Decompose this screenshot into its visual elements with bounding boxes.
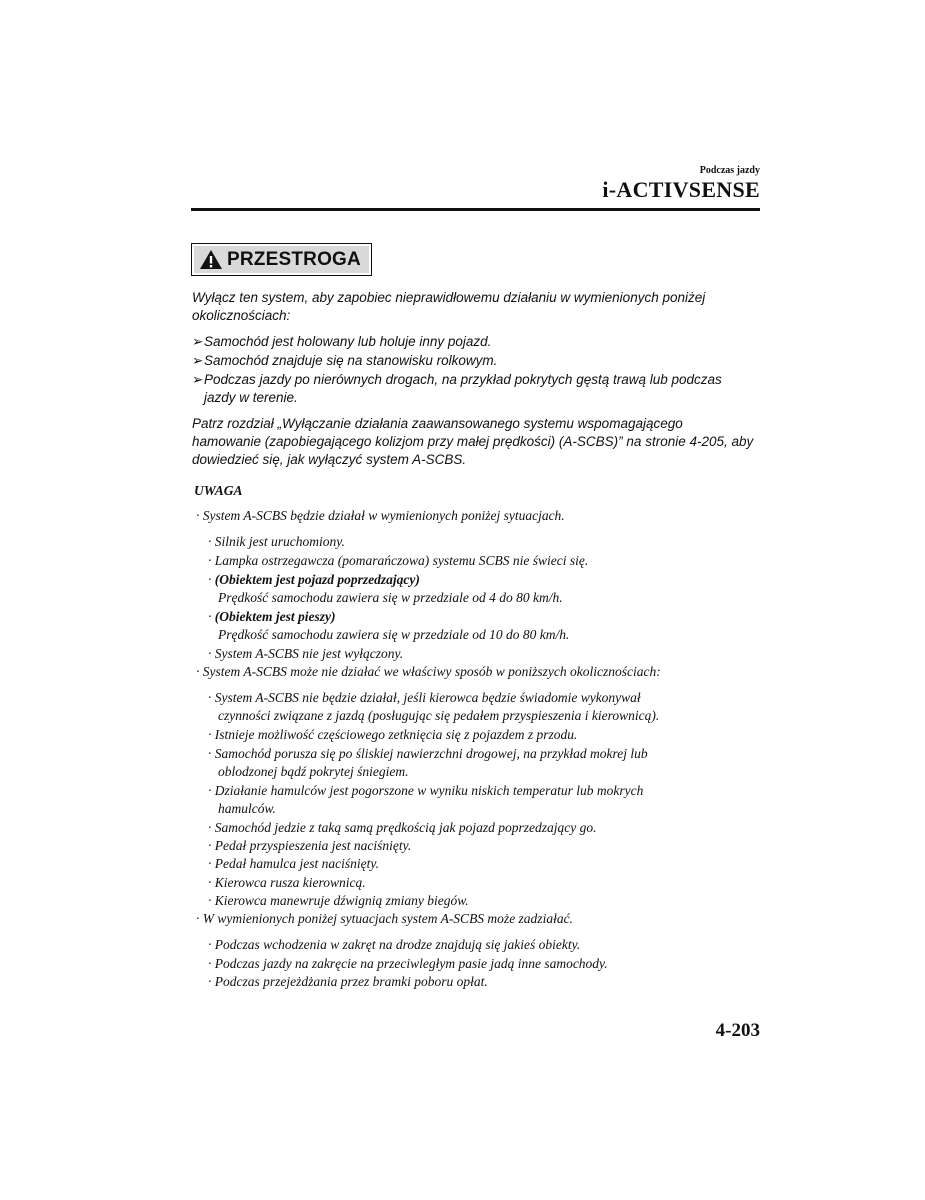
dot-bullet-icon: · (208, 838, 212, 853)
warning-triangle-icon (199, 249, 223, 270)
note-subitem-text: Samochód porusza się po śliskiej nawierzchni drogowej, na przykład mokrej lub (214, 746, 648, 761)
note-subitem (208, 533, 756, 551)
note-subitem (208, 745, 756, 782)
note-subitem-text: Prędkość samochodu zawiera się w przedziale od 10 do 80 km/h. (218, 627, 570, 643)
caution-label-bar (194, 246, 369, 273)
note-subitem (208, 552, 756, 570)
caution-bullet-text: Samochód znajduje się na stanowisku rolkowym. (204, 353, 498, 368)
dot-bullet-icon: · (208, 572, 212, 587)
note-subitem (208, 837, 756, 855)
note-subitem (208, 855, 756, 873)
note-item-text: System A-SCBS może nie działać we właściwy sposób w poniższych okolicznościach: (202, 664, 661, 679)
note-item (196, 663, 756, 681)
dot-bullet-icon: · (196, 911, 200, 926)
arrow-bullet-icon: ➢ (192, 334, 204, 349)
note-subitem (208, 571, 756, 608)
arrow-bullet-icon: ➢ (192, 353, 204, 368)
note-subitem (208, 782, 756, 819)
dot-bullet-icon: · (208, 893, 212, 908)
dot-bullet-icon: · (196, 664, 200, 679)
arrow-bullet-icon: ➢ (192, 372, 204, 387)
section-header: Podczas jazdy (699, 165, 760, 176)
reference-line: dowiedzieć się, jak wyłączyć system A-SCBS. (192, 452, 467, 467)
dot-bullet-icon: · (208, 534, 212, 549)
dot-bullet-icon: · (208, 553, 212, 568)
dot-bullet-icon: · (208, 875, 212, 890)
note-subitem-text: hamulców. (218, 801, 276, 817)
note-subitem (208, 608, 756, 645)
caution-bullet-text: Samochód jest holowany lub holuje inny pojazd. (204, 334, 492, 349)
note-item (196, 910, 756, 928)
note-subitem (208, 973, 756, 991)
caution-bullet-text: Podczas jazdy po nierównych drogach, na przykład pokrytych gęstą trawą lub podczas (204, 372, 722, 387)
dot-bullet-icon: · (208, 609, 212, 624)
note-subitem-text: Lampka ostrzegawcza (pomarańczowa) systemu SCBS nie świeci się. (214, 553, 589, 568)
note-subitem-text: System A-SCBS nie jest wyłączony. (214, 646, 404, 661)
dot-bullet-icon: · (208, 956, 212, 971)
note-subitem-text: czynności związane z jazdą (posługując się pedałem przyspieszenia i kierownicą). (218, 708, 660, 724)
caution-intro (192, 289, 762, 325)
note-subitem-text: Pedał przyspieszenia jest naciśnięty. (214, 838, 412, 853)
dot-bullet-icon: · (208, 856, 212, 871)
note-subitem-text: Podczas wchodzenia w zakręt na drodze znajdują się jakieś obiekty. (214, 937, 581, 952)
caution-intro-line: Wyłącz ten system, aby zapobiec nieprawidłowemu działaniu w wymienionych poniżej (192, 290, 706, 305)
dot-bullet-icon: · (208, 727, 212, 742)
note-subitem-text: Kierowca manewruje dźwignią zmiany biegów. (214, 893, 469, 908)
note-subitem-text: Prędkość samochodu zawiera się w przedziale od 4 do 80 km/h. (218, 590, 563, 606)
header-divider (191, 208, 760, 211)
note-subitem-text: Kierowca rusza kierownicą. (214, 875, 366, 890)
note-item-text: W wymienionych poniżej sytuacjach system A-SCBS może zadziałać. (202, 911, 573, 926)
caution-bullet (192, 371, 762, 407)
note-subitem (208, 645, 756, 663)
note-subitem-text: System A-SCBS nie będzie działał, jeśli kierowca będzie świadomie wykonywał (214, 690, 641, 705)
caution-bullet (192, 352, 762, 370)
dot-bullet-icon: · (208, 937, 212, 952)
caution-bullet (192, 333, 762, 351)
note-subitem-text: Podczas przejeżdżania przez bramki poboru opłat. (214, 974, 488, 989)
dot-bullet-icon: · (208, 974, 212, 989)
dot-bullet-icon: · (208, 820, 212, 835)
note-subitem (208, 874, 756, 892)
caution-reference (192, 415, 762, 469)
note-item (196, 507, 756, 525)
note-subitem (208, 936, 756, 954)
dot-bullet-icon: · (208, 746, 212, 761)
reference-line: Patrz rozdział „Wyłączanie działania zaawansowanego systemu wspomagającego (192, 416, 683, 431)
note-subitem (208, 689, 756, 726)
note-subitem-text: oblodzonej bądź pokrytej śniegiem. (218, 764, 409, 780)
chapter-title: i-ACTIVSENSE (602, 177, 760, 202)
page-number: 4-203 (715, 1020, 760, 1041)
note-subitem-text: Istnieje możliwość częściowego zetknięcia się z pojazdem z przodu. (214, 727, 578, 742)
reference-line: hamowanie (zapobiegającego kolizjom przy małej prędkości) (A-SCBS)” na stronie 4-205, aby (192, 434, 754, 449)
note-subitem (208, 819, 756, 837)
caution-intro-line: okolicznościach: (192, 308, 291, 323)
note-subitem-text: Podczas jazdy na zakręcie na przeciwległym pasie jadą inne samochody. (214, 956, 608, 971)
note-item-text: System A-SCBS będzie działał w wymienionych poniżej sytuacjach. (202, 508, 565, 523)
note-heading: UWAGA (194, 483, 243, 498)
note-subitem-text: Pedał hamulca jest naciśnięty. (214, 856, 379, 871)
caution-box (191, 243, 372, 276)
note-subitem-text: Samochód jedzie z taką samą prędkością jak pojazd poprzedzający go. (214, 820, 597, 835)
caution-label: PRZESTROGA (227, 248, 361, 270)
note-subitem (208, 955, 756, 973)
dot-bullet-icon: · (208, 646, 212, 661)
dot-bullet-icon: · (196, 508, 200, 523)
note-subitem-condition: (Obiektem jest pieszy) (214, 609, 336, 624)
caution-bullet-text: jazdy w terenie. (204, 390, 298, 405)
note-subitem-text: Działanie hamulców jest pogorszone w wyniku niskich temperatur lub mokrych (214, 783, 644, 798)
note-subitem-condition: (Obiektem jest pojazd poprzedzający) (214, 572, 420, 587)
dot-bullet-icon: · (208, 690, 212, 705)
note-subitem (208, 892, 756, 910)
dot-bullet-icon: · (208, 783, 212, 798)
note-subitem (208, 726, 756, 744)
note-subitem-text: Silnik jest uruchomiony. (214, 534, 345, 549)
